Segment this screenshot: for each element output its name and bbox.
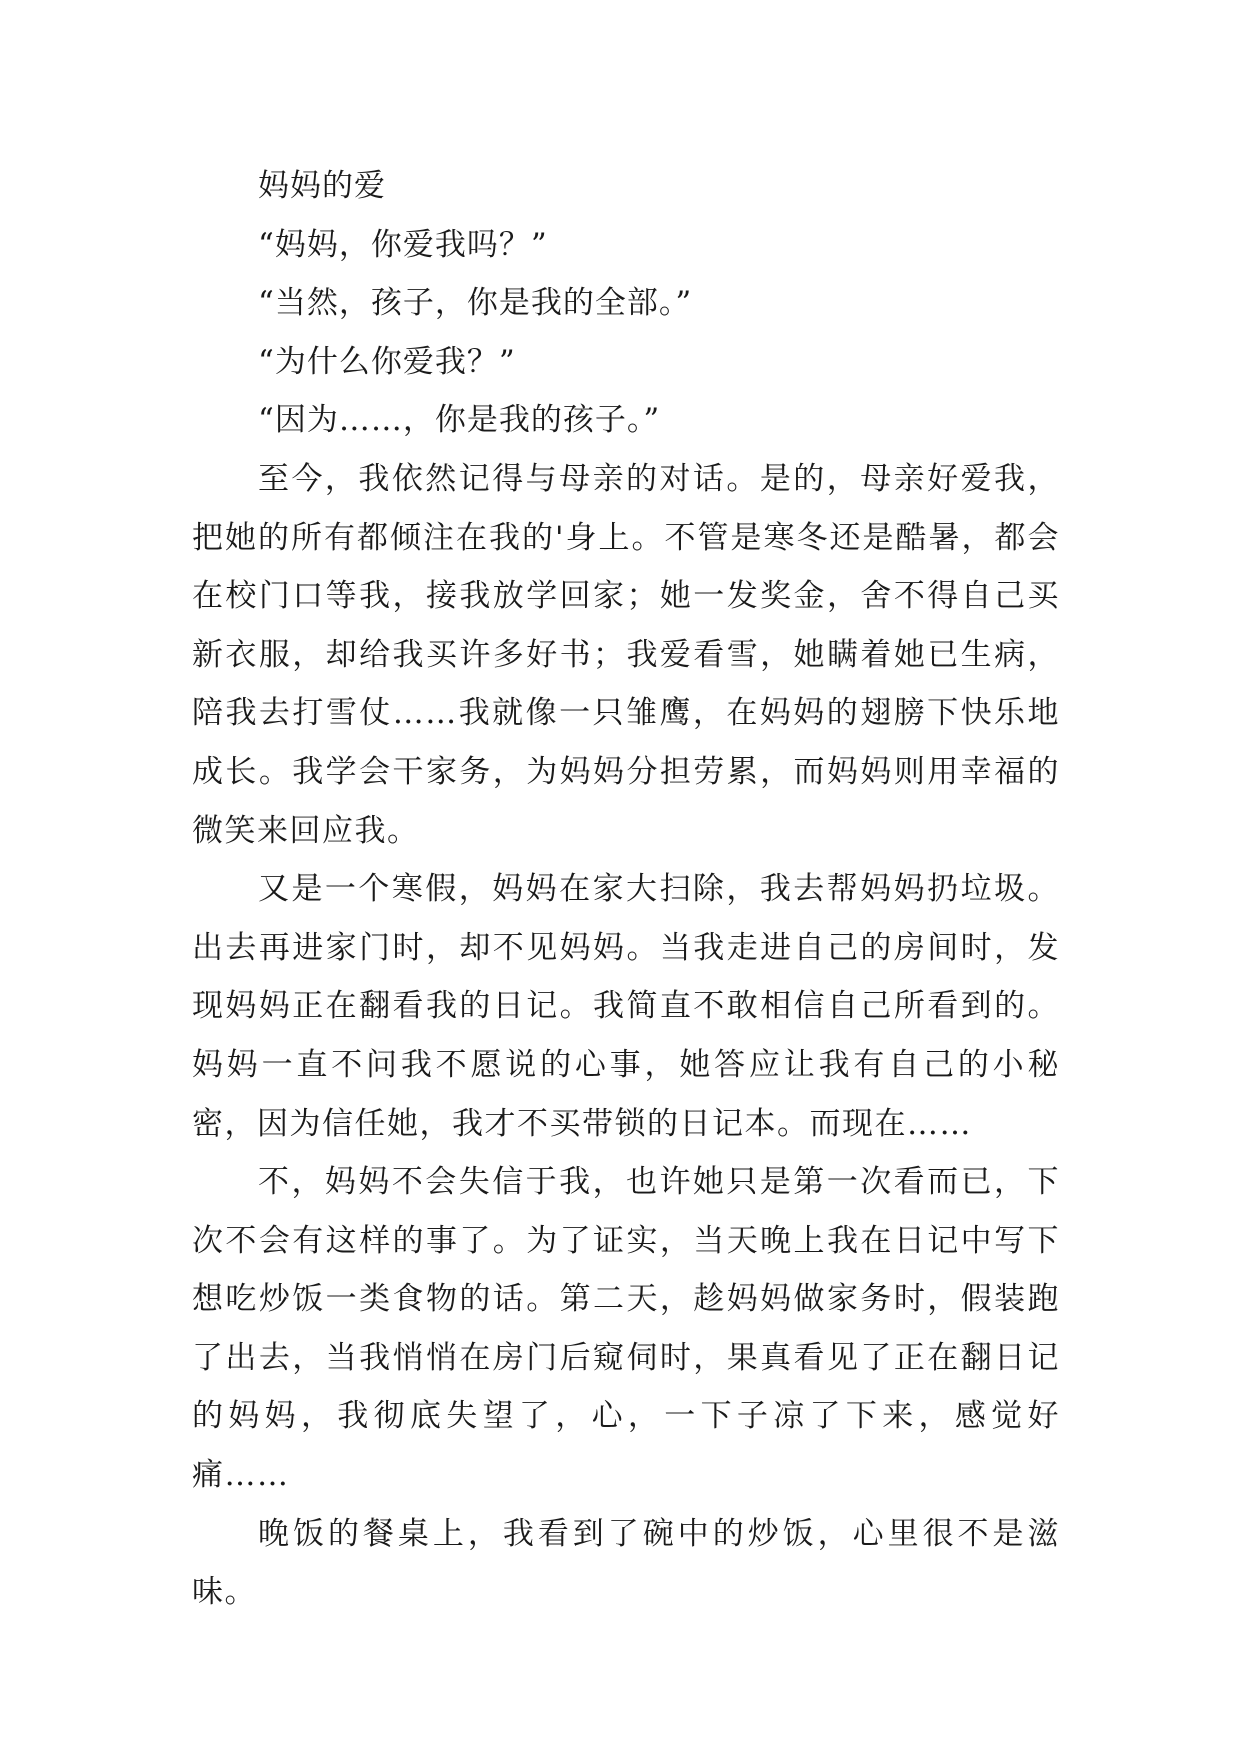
dialogue-line: “为什么你爱我？” bbox=[258, 343, 516, 380]
body-paragraph: 晚饭的餐桌上，我看到了碗中的炒饭，心里很不是滋味。 bbox=[192, 1515, 1060, 1611]
body-paragraph: 又是一个寒假，妈妈在家大扫除，我去帮妈妈扔垃圾。出去再进家门时，却不见妈妈。当我走进自己的房间时，发现妈妈正在翻看我的日记。我简直不敢相信自己所看到的。妈妈一直不问我不愿说的心事，她答应让我有自己的小秘密，因为信任她，我才不买带锁的日记本。而现在…… bbox=[192, 871, 1060, 1142]
dialogue-line: “因为……，你是我的孩子。” bbox=[258, 402, 661, 439]
dialogue-line: “妈妈，你爱我吗？” bbox=[258, 226, 548, 263]
body-paragraph: 至今，我依然记得与母亲的对话。是的，母亲好爱我，把她的所有都倾注在我的'身上。不管是寒冬还是酷暑，都会在校门口等我，接我放学回家；她一发奖金，舍不得自己买新衣服，却给我买许多好书；我爱看雪，她瞒着她已生病，陪我去打雪仗……我就像一只雏鹰，在妈妈的翅膀下快乐地成长。我学会干家务，为妈妈分担劳累，而妈妈则用幸福的微笑来回应我。 bbox=[192, 460, 1060, 849]
dialogue-line: “当然，孩子，你是我的全部。” bbox=[258, 285, 693, 322]
document-title: 妈妈的爱 bbox=[258, 168, 386, 204]
body-paragraph: 不，妈妈不会失信于我，也许她只是第一次看而已，下次不会有这样的事了。为了证实，当天晚上我在日记中写下想吃炒饭一类食物的话。第二天，趁妈妈做家务时，假装跑了出去，当我悄悄在房门后窥伺时，果真看见了正在翻日记的妈妈，我彻底失望了，心，一下子凉了下来，感觉好痛…… bbox=[192, 1164, 1060, 1494]
document-body bbox=[192, 157, 1060, 1622]
